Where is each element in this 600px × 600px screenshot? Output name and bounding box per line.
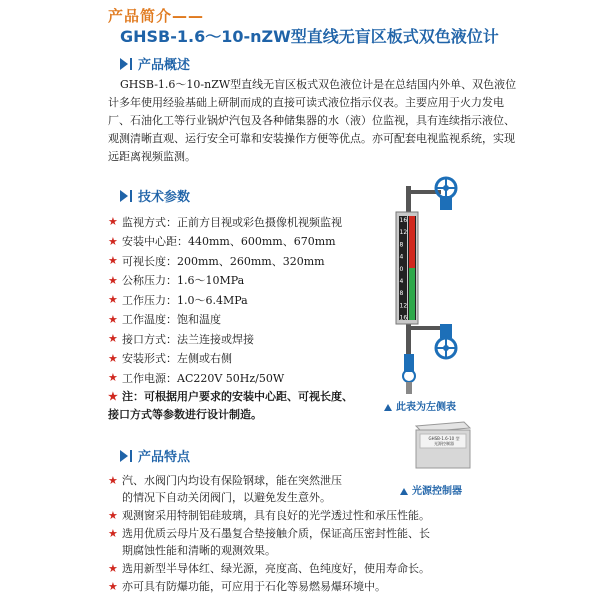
spec-item (108, 310, 388, 330)
spec-item (108, 329, 388, 349)
controller-caption-text: 光源控制器 (412, 486, 462, 497)
star-icon: ★ (108, 273, 118, 287)
controller-label-line: GHSB-1.6-10 型 (428, 436, 460, 441)
gauge-caption-text: 此表为左侧表 (396, 402, 456, 413)
star-icon: ★ (108, 234, 118, 248)
spec-note-line: 接口方式等参数进行设计制造。 (108, 407, 262, 421)
spec-list (108, 212, 388, 424)
spec-text: 安装形式：左侧或右侧 (122, 352, 232, 366)
caption-triangle-icon (384, 404, 392, 411)
spec-item (108, 212, 388, 232)
overview-heading (120, 54, 190, 73)
overview-line: 计多年使用经验基础上研制而成的直接可读式液位指示仪表。主要应用于火力发电 (108, 96, 504, 109)
level-gauge-image (386, 176, 482, 402)
spec-text: 监视方式：正前方目视或彩色摄像机视频监视 (122, 215, 342, 229)
star-icon: ★ (108, 527, 118, 540)
spec-text: 公称压力：1.6～10MPa (122, 274, 245, 288)
spec-item (108, 271, 388, 291)
features-heading (120, 446, 190, 465)
spec-note-line: 注：可根据用户要求的安装中心距、可视长度、 (122, 389, 353, 403)
product-title: GHSB-1.6～10-nZW型直线无盲区板式双色液位计 (120, 27, 499, 46)
spec-text: 工作电源：AC220V 50Hz/50W (122, 371, 285, 385)
feature-text: 的情况下自动关闭阀门，以避免发生意外。 (122, 491, 331, 504)
overview-line: 观测清晰直观、运行安全可靠和安装操作方便等优点。亦可配套电视监视系统，实现 (108, 132, 515, 145)
feature-list (108, 472, 480, 596)
feature-item (108, 578, 480, 595)
section-arrow-icon (120, 58, 132, 70)
feature-item (108, 525, 480, 559)
spec-text: 工作压力：1.0～6.4MPa (122, 293, 248, 307)
controller-label (422, 436, 466, 446)
spec-item (108, 232, 388, 252)
feature-text: 选用优质云母片及石墨复合垫接触介质，保证高压密封性能、长 (122, 527, 430, 540)
feature-text: 汽、水阀门内均设有保险钢球，能在突然泄压 (122, 474, 342, 487)
feature-text: 期腐蚀性能和清晰的观测效果。 (122, 544, 276, 557)
controller-label-line: 光源控制器 (434, 441, 454, 446)
spec-item (108, 251, 388, 271)
spec-text: 接口方式：法兰连接或焊接 (122, 332, 254, 346)
star-icon: ★ (108, 254, 118, 268)
gauge-scale-tick: 8 (399, 241, 404, 249)
star-icon: ★ (108, 351, 118, 365)
spec-text: 安装中心距：440mm、600mm、670mm (122, 235, 336, 249)
gauge-caption (384, 398, 456, 413)
spec-item (108, 349, 388, 369)
feature-item (108, 472, 480, 506)
feature-item (108, 560, 480, 577)
star-icon: ★ (108, 293, 118, 307)
star-icon: ★ (108, 580, 118, 593)
specs-heading (120, 186, 190, 205)
star-icon: ★ (108, 371, 118, 385)
overview-line: 远距离视频监测。 (108, 150, 196, 163)
star-icon: ★ (108, 562, 118, 575)
spec-item (108, 290, 388, 310)
star-icon: ★ (108, 509, 118, 522)
feature-text: 选用新型半导体红、绿光源，亮度高、色纯度好，使用寿命长。 (122, 562, 430, 575)
overview-line: GHSB-1.6～10-nZW型直线无盲区板式双色液位计是在总结国内外单、双色液位 (120, 78, 517, 91)
controller-illustration (412, 418, 472, 470)
gauge-scale-tick: 16 (399, 217, 408, 224)
overview-line: 厂、石油化工等行业锅炉汽包及各种储集器的水（液）位监视，具有连续指示液位、 (108, 114, 515, 127)
feature-item (108, 507, 480, 524)
section-arrow-icon (120, 450, 132, 462)
spec-text: 工作温度：饱和温度 (122, 313, 221, 327)
gauge-scale-tick: 4 (399, 278, 404, 285)
gauge-scale-tick: 0 (399, 265, 404, 273)
star-icon: ★ (108, 389, 118, 403)
spec-item (108, 368, 388, 388)
star-icon: ★ (108, 474, 118, 487)
feature-text: 观测窗采用特制铝硅玻璃，具有良好的光学透过性和承压性能。 (122, 509, 430, 522)
feature-text: 亦可具有防爆功能，可应用于石化等易燃易爆环境中。 (122, 580, 386, 593)
star-icon: ★ (108, 332, 118, 346)
intro-title: 产品简介—— (108, 7, 205, 25)
star-icon: ★ (108, 215, 118, 229)
spec-text: 可视长度：200mm、260mm、320mm (122, 254, 325, 268)
gauge-scale-tick: 16 (399, 314, 408, 322)
specs-heading-label: 技术参数 (138, 190, 191, 205)
gauge-illustration (386, 176, 482, 402)
overview-text (108, 76, 538, 166)
features-heading-label: 产品特点 (138, 450, 191, 465)
spec-note (108, 388, 388, 424)
gauge-scale-tick: 12 (399, 229, 408, 237)
gauge-scale-tick: 4 (399, 253, 404, 261)
gauge-scale-tick: 12 (399, 302, 408, 310)
gauge-scale-tick: 8 (399, 290, 404, 298)
section-arrow-icon (120, 190, 132, 202)
star-icon: ★ (108, 312, 118, 326)
overview-heading-label: 产品概述 (138, 58, 191, 73)
